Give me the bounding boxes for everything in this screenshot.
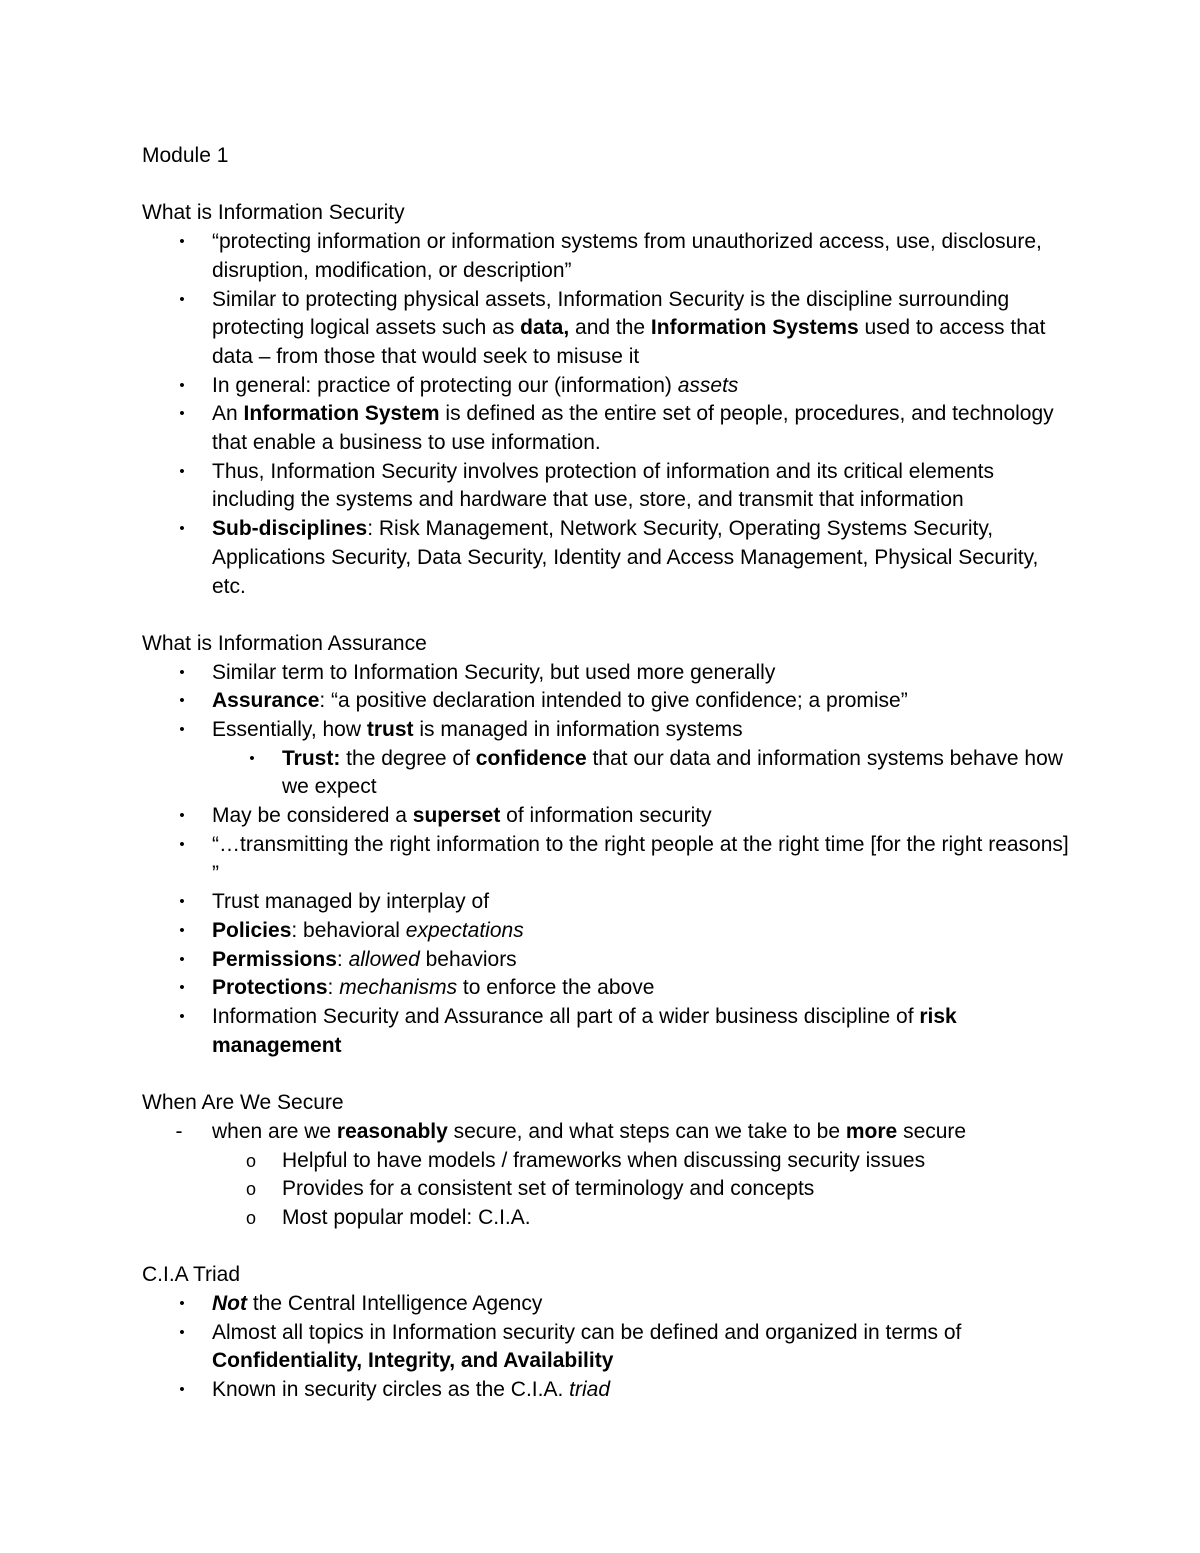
bullet-icon: • — [179, 1323, 185, 1341]
sub-list-item: o Provides for a consistent set of terminology and concepts — [282, 1175, 1072, 1204]
list-item: • Permissions: allowed behaviors — [212, 946, 1072, 975]
bullet-icon: • — [179, 405, 185, 423]
list-item: • “protecting information or information systems from unauthorized access, use, disclosure, disruption, modification, or description” — [212, 228, 1072, 285]
list-item: • Information Security and Assurance all part of a wider business discipline of risk management — [212, 1003, 1072, 1060]
list-item: • Sub-disciplines: Risk Management, Network Security, Operating Systems Security, Applications Security, Data Security, Identity and Access Management, Physical Security, etc. — [212, 515, 1072, 601]
bullet-icon: • — [179, 1008, 185, 1026]
section-heading-when-secure: When Are We Secure — [142, 1091, 344, 1115]
list-item: • Essentially, how trust is managed in information systems • Trust: the degree of confidence that our data and information systems behave how we expect — [212, 716, 1072, 802]
cia-triad-list — [142, 1290, 1072, 1405]
list-item: • Not the Central Intelligence Agency — [212, 1290, 1072, 1319]
bullet-icon: • — [179, 807, 185, 825]
trust-sublist — [212, 745, 1072, 802]
list-item: • Almost all topics in Information security can be defined and organized in terms of Confidentiality, Integrity, and Availability — [212, 1319, 1072, 1376]
list-item: • Trust managed by interplay of — [212, 888, 1072, 917]
list-item: • Policies: behavioral expectations — [212, 917, 1072, 946]
circle-bullet-icon: o — [245, 1150, 256, 1171]
document-page — [142, 142, 1072, 1405]
bullet-icon: • — [179, 663, 185, 681]
bullet-icon: • — [179, 835, 185, 853]
information-security-list — [142, 228, 1072, 601]
information-assurance-list — [142, 659, 1072, 1061]
sub-list-item: o Most popular model: C.I.A. — [282, 1204, 1072, 1233]
list-item: • Protections: mechanisms to enforce the above — [212, 974, 1072, 1003]
section-heading-information-security: What is Information Security — [142, 201, 405, 225]
list-item: • Thus, Information Security involves protection of information and its critical elements including the systems and hardware that use, store, and transmit that information — [212, 458, 1072, 515]
bullet-icon: • — [179, 692, 185, 710]
list-item: • “…transmitting the right information to the right people at the right time [for the right reasons] ” — [212, 831, 1072, 888]
bullet-icon: • — [249, 749, 255, 767]
dash-icon: - — [175, 1119, 183, 1143]
bullet-icon: • — [179, 376, 185, 394]
bullet-icon: • — [179, 1381, 185, 1399]
bullet-icon: • — [179, 520, 185, 538]
bullet-icon: • — [179, 290, 185, 308]
bullet-icon: • — [179, 721, 185, 739]
models-sublist — [212, 1147, 1072, 1233]
section-heading-information-assurance: What is Information Assurance — [142, 631, 427, 655]
bullet-icon: • — [179, 950, 185, 968]
bullet-icon: • — [179, 979, 185, 997]
when-secure-list — [142, 1118, 1072, 1233]
list-item: - when are we reasonably secure, and what steps can we take to be more secure o Helpful to have models / frameworks when discussing security issues o Provides for a consistent set of terminology and concepts o Most popular model: C.I.A. — [212, 1118, 1072, 1233]
section-heading-cia-triad: C.I.A Triad — [142, 1263, 241, 1287]
sub-list-item: • Trust: the degree of confidence that our data and information systems behave how we expect — [282, 745, 1072, 802]
list-item: • Similar term to Information Security, but used more generally — [212, 659, 1072, 688]
bullet-icon: • — [179, 1295, 185, 1313]
bullet-icon: • — [179, 462, 185, 480]
list-item: • May be considered a superset of information security — [212, 802, 1072, 831]
module-title: Module 1 — [142, 144, 229, 167]
list-item: • Assurance: “a positive declaration intended to give confidence; a promise” — [212, 687, 1072, 716]
sub-list-item: o Helpful to have models / frameworks when discussing security issues — [282, 1147, 1072, 1176]
bullet-icon: • — [179, 233, 185, 251]
circle-bullet-icon: o — [245, 1179, 256, 1200]
list-item: • Similar to protecting physical assets, Information Security is the discipline surrounding protecting logical assets such as data, and the Information Systems used to access that data – from those that would seek to misuse it — [212, 286, 1072, 372]
bullet-icon: • — [179, 893, 185, 911]
list-item: • Known in security circles as the C.I.A. triad — [212, 1376, 1072, 1405]
bullet-icon: • — [179, 921, 185, 939]
list-item: • In general: practice of protecting our (information) assets — [212, 372, 1072, 401]
list-item: • An Information System is defined as the entire set of people, procedures, and technology that enable a business to use information. — [212, 400, 1072, 457]
circle-bullet-icon: o — [245, 1207, 256, 1228]
